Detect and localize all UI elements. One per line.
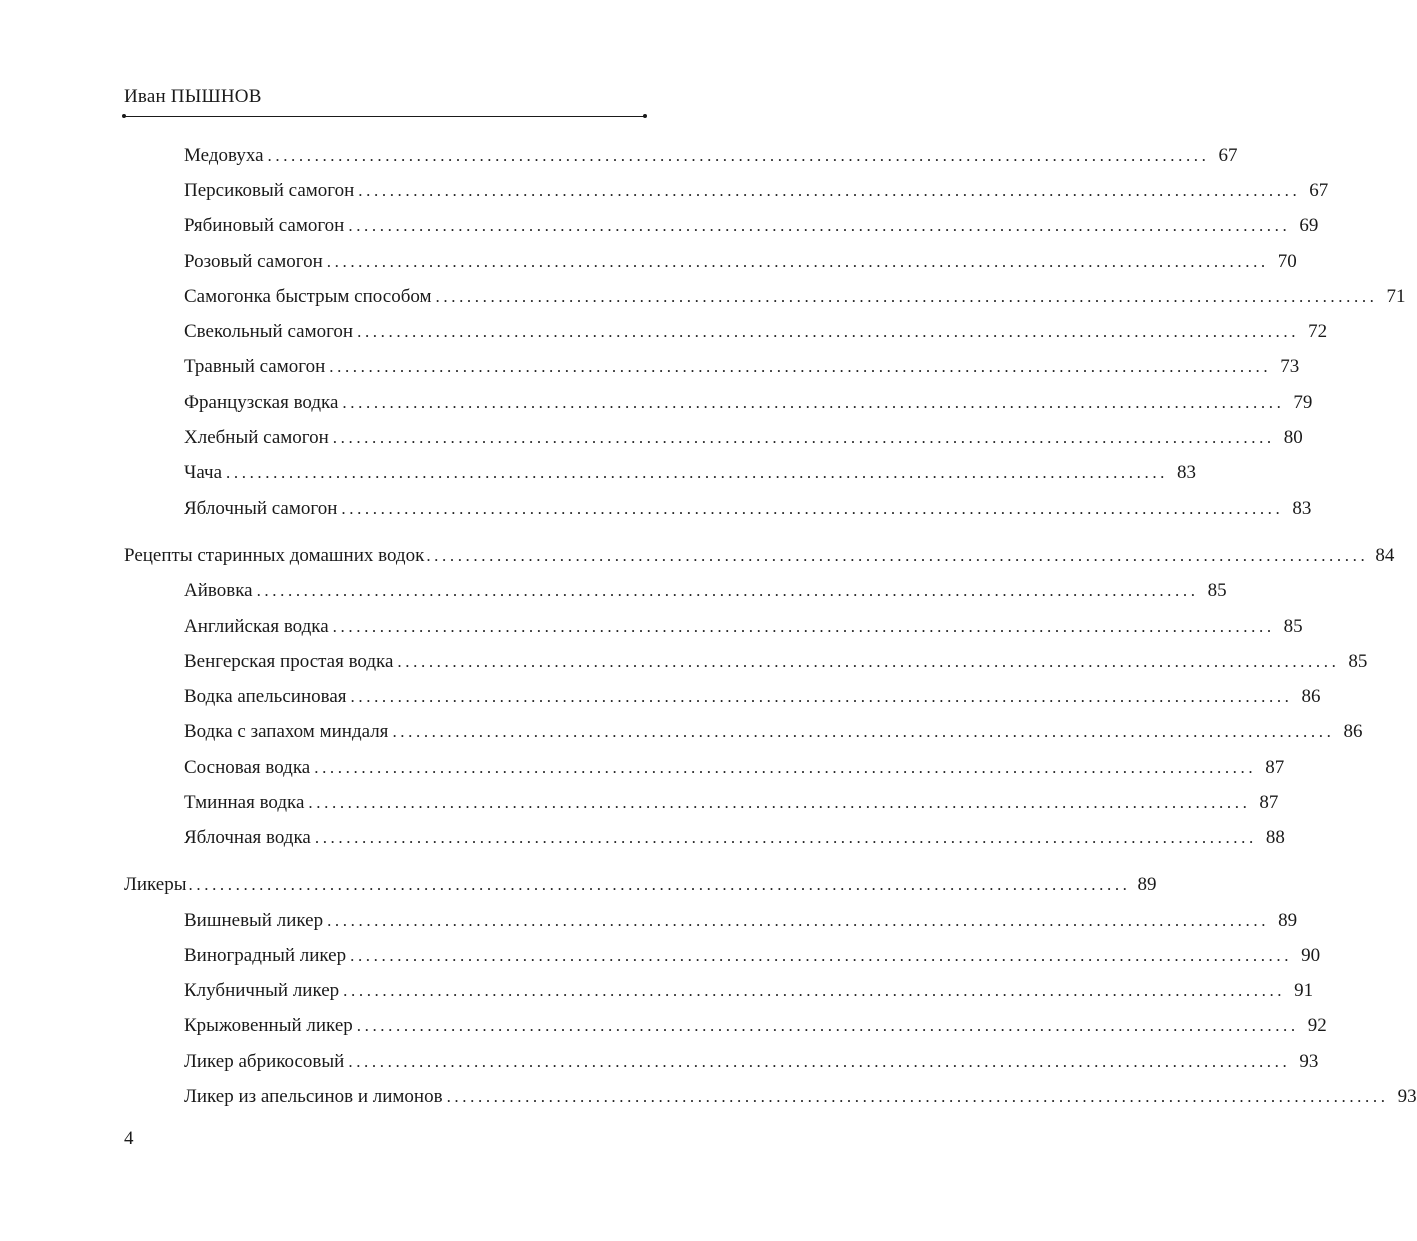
- toc-entry: [184, 1048, 1319, 1076]
- toc-entry-title: Тминная водка: [184, 792, 305, 813]
- toc-entry-title: Розовый самогон: [184, 251, 323, 272]
- toc-entry: [184, 754, 1285, 782]
- toc-entry-page: 85: [1283, 616, 1303, 637]
- toc-entry-title: Ликер абрикосовый: [184, 1051, 345, 1072]
- toc-entry: [184, 424, 1303, 452]
- dot-leader: ........................................................................................................................: [329, 357, 1272, 376]
- toc-entry-title: Персиковый самогон: [184, 180, 355, 201]
- toc-entry-title: Яблочная водка: [184, 827, 311, 848]
- toc-entry: [184, 353, 1300, 381]
- dot-leader: ........................................................................................................................: [267, 146, 1210, 165]
- toc-entry: [184, 142, 1238, 170]
- toc-entry-page: 70: [1277, 251, 1297, 272]
- toc-entry-page: 83: [1292, 498, 1312, 519]
- toc-entry-page: 86: [1343, 721, 1363, 742]
- toc-entry-page: 89: [1278, 910, 1298, 931]
- toc-entry-title: Сосновая водка: [184, 757, 311, 778]
- dot-leader: ........................................................................................................................: [348, 1052, 1291, 1071]
- dot-leader: ........................................................................................................................: [314, 758, 1257, 777]
- toc-entry: [184, 683, 1321, 711]
- dot-leader: ........................................................................................................................: [327, 911, 1270, 930]
- toc-entry-page: 67: [1309, 180, 1329, 201]
- dot-leader: ........................................................................................................................: [343, 981, 1286, 1000]
- toc-entry-page: 92: [1307, 1015, 1327, 1036]
- toc-entry-page: 69: [1299, 215, 1319, 236]
- toc-entry-title: Чача: [184, 462, 223, 483]
- toc-entry: [184, 177, 1329, 205]
- toc-section-title: Рецепты старинных домашних водок: [124, 545, 425, 566]
- toc-entry-page: 90: [1301, 945, 1321, 966]
- dot-leader: ........................................................................................................................: [342, 393, 1285, 412]
- dot-leader: ........................................................................................................................: [350, 946, 1293, 965]
- toc-entry-page: 87: [1265, 757, 1285, 778]
- toc-entry-page: 79: [1293, 392, 1313, 413]
- dot-leader: ........................................................................................................................: [350, 687, 1293, 706]
- toc-entry-title: Клубничный ликер: [184, 980, 340, 1001]
- dot-leader: ........................................................................................................................: [314, 828, 1257, 847]
- toc-entry-page: 85: [1348, 651, 1368, 672]
- toc-entry-title: Водка с запахом миндаля: [184, 721, 389, 742]
- dot-leader: ........................................................................................................................: [357, 322, 1300, 341]
- toc-entry-title: Свекольный самогон: [184, 321, 354, 342]
- toc-entry: [184, 907, 1298, 935]
- toc-entry-title: Айвовка: [184, 580, 253, 601]
- toc-entry-page: 91: [1294, 980, 1314, 1001]
- toc-entry-page: 83: [1177, 462, 1197, 483]
- dot-leader: ........................................................................................................................: [308, 793, 1251, 812]
- toc-section: [124, 542, 1395, 570]
- toc-entry: [184, 283, 1406, 311]
- toc-entry: [184, 613, 1303, 641]
- toc-entry-title: Медовуха: [184, 145, 264, 166]
- dot-leader: ........................................................................................................................: [188, 875, 1131, 894]
- toc-entry-page: 93: [1299, 1051, 1319, 1072]
- toc-entry: [184, 648, 1368, 676]
- toc-entry: [184, 977, 1314, 1005]
- dot-leader: ........................................................................................................................: [341, 499, 1284, 518]
- toc-entry-title: Травный самогон: [184, 356, 326, 377]
- toc-entry: [184, 1012, 1327, 1040]
- toc-entry-page: 73: [1280, 356, 1300, 377]
- dot-leader: ........................................................................................................................: [332, 428, 1275, 447]
- toc-entry: [184, 389, 1313, 417]
- toc-entry: [184, 942, 1321, 970]
- toc-entry-title: Французская водка: [184, 392, 339, 413]
- running-head: Иван ПЫШНОВ: [124, 86, 262, 107]
- toc-entry-page: 71: [1386, 286, 1406, 307]
- toc-entry-title: Самогонка быстрым способом: [184, 286, 432, 307]
- toc-entry-page: 80: [1283, 427, 1303, 448]
- toc-entry: [184, 212, 1319, 240]
- toc-entry-title: Крыжовенный ликер: [184, 1015, 353, 1036]
- toc-entry-title: Водка апельсиновая: [184, 686, 347, 707]
- toc-entry-title: Хлебный самогон: [184, 427, 329, 448]
- dot-leader: ........................................................................................................................: [358, 181, 1301, 200]
- toc-entry-title: Рябиновый самогон: [184, 215, 345, 236]
- toc-entry-title: Венгерская простая водка: [184, 651, 394, 672]
- dot-leader: ........................................................................................................................: [435, 287, 1378, 306]
- toc-section-page: 89: [1137, 874, 1157, 895]
- dot-leader: ........................................................................................................................: [426, 546, 1369, 565]
- dot-leader: ........................................................................................................................: [226, 463, 1169, 482]
- toc-entry-page: 87: [1259, 792, 1279, 813]
- dot-leader: ........................................................................................................................: [392, 722, 1335, 741]
- page-number: 4: [124, 1128, 134, 1149]
- toc-entry: [184, 789, 1279, 817]
- toc-entry-page: 93: [1397, 1086, 1417, 1107]
- dot-leader: ........................................................................................................................: [356, 1016, 1299, 1035]
- toc-entry: [184, 495, 1312, 523]
- toc-entry-page: 88: [1265, 827, 1285, 848]
- dot-leader: ........................................................................................................................: [256, 581, 1199, 600]
- toc-section-page: 84: [1375, 545, 1395, 566]
- toc-entry-page: 85: [1207, 580, 1227, 601]
- toc-entry: [184, 318, 1328, 346]
- toc-entry-title: Виноградный ликер: [184, 945, 347, 966]
- dot-leader: ........................................................................................................................: [332, 617, 1275, 636]
- dot-leader: ........................................................................................................................: [397, 652, 1340, 671]
- dot-leader: ........................................................................................................................: [326, 252, 1269, 271]
- toc-entry-title: Яблочный самогон: [184, 498, 338, 519]
- toc-entry-page: 72: [1308, 321, 1328, 342]
- toc-entry-title: Вишневый ликер: [184, 910, 324, 931]
- toc-entry-title: Ликер из апельсинов и лимонов: [184, 1086, 443, 1107]
- toc-entry-page: 86: [1301, 686, 1321, 707]
- dot-leader: ........................................................................................................................: [348, 216, 1291, 235]
- toc-entry: [184, 577, 1227, 605]
- toc-entry-title: Английская водка: [184, 616, 329, 637]
- toc-entry: [184, 718, 1363, 746]
- toc-entry: [184, 1083, 1417, 1111]
- toc-section-title: Ликеры: [124, 874, 187, 895]
- header-rule: [124, 116, 645, 117]
- toc-section: [124, 871, 1157, 899]
- toc-entry-page: 67: [1218, 145, 1238, 166]
- toc-entry: [184, 459, 1197, 487]
- toc-entry: [184, 248, 1297, 276]
- toc-entry: [184, 824, 1285, 852]
- dot-leader: ........................................................................................................................: [446, 1087, 1389, 1106]
